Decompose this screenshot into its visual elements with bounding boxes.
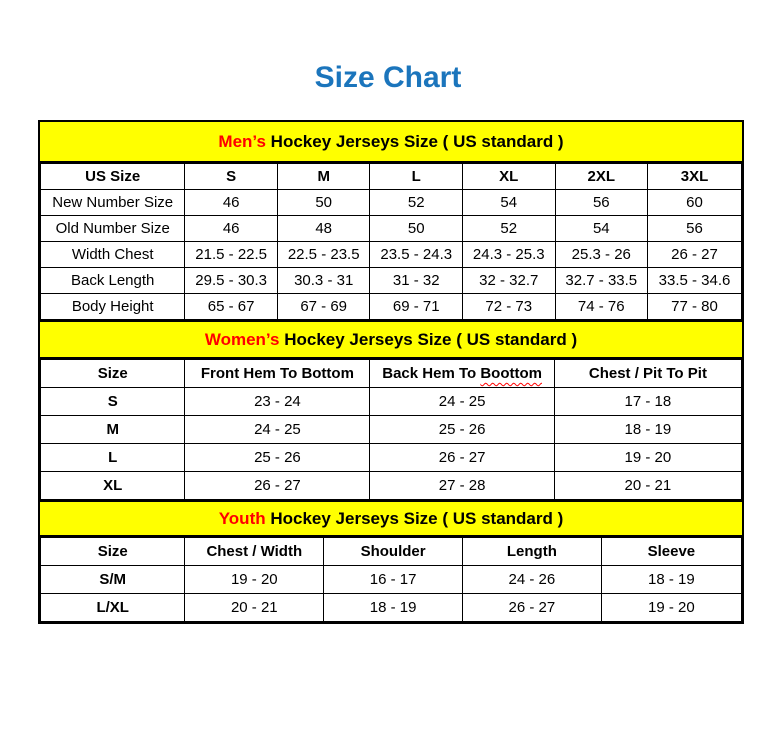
column-header: Length xyxy=(462,538,601,566)
womens-section-header xyxy=(40,320,742,359)
size-value-cell: 29.5 - 30.3 xyxy=(185,268,278,294)
youth-column-header-row xyxy=(41,538,742,566)
size-value-cell: 72 - 73 xyxy=(462,294,555,320)
size-value-cell: 31 - 32 xyxy=(370,268,463,294)
size-value-cell: 30.3 - 31 xyxy=(277,268,370,294)
column-header: Size xyxy=(41,360,185,388)
row-label: Width Chest xyxy=(41,242,185,268)
size-value-cell: 21.5 - 22.5 xyxy=(185,242,278,268)
size-value-cell: 23.5 - 24.3 xyxy=(370,242,463,268)
size-value-cell: 46 xyxy=(185,216,278,242)
size-value-cell: 32 - 32.7 xyxy=(462,268,555,294)
table-row xyxy=(41,190,742,216)
row-label: M xyxy=(41,416,185,444)
size-value-cell: 19 - 20 xyxy=(601,594,741,622)
mens-section-header xyxy=(40,122,742,163)
size-value-cell: 23 - 24 xyxy=(185,388,370,416)
size-value-cell: 19 - 20 xyxy=(185,566,324,594)
size-value-cell: 33.5 - 34.6 xyxy=(648,268,742,294)
column-header: 3XL xyxy=(648,164,742,190)
size-value-cell: 52 xyxy=(370,190,463,216)
column-header: US Size xyxy=(41,164,185,190)
table-row xyxy=(41,594,742,622)
size-value-cell: 17 - 18 xyxy=(554,388,741,416)
table-row xyxy=(41,566,742,594)
size-value-cell: 50 xyxy=(370,216,463,242)
size-value-cell: 32.7 - 33.5 xyxy=(555,268,648,294)
size-value-cell: 24 - 25 xyxy=(185,416,370,444)
column-header: Front Hem To Bottom xyxy=(185,360,370,388)
size-value-cell: 67 - 69 xyxy=(277,294,370,320)
size-value-cell: 26 - 27 xyxy=(462,594,601,622)
row-label: XL xyxy=(41,472,185,500)
size-value-cell: 54 xyxy=(462,190,555,216)
table-row xyxy=(41,416,742,444)
column-header: 2XL xyxy=(555,164,648,190)
column-header: Shoulder xyxy=(324,538,463,566)
size-value-cell: 25 - 26 xyxy=(185,444,370,472)
size-value-cell: 26 - 27 xyxy=(648,242,742,268)
size-value-cell: 16 - 17 xyxy=(324,566,463,594)
womens-header-text: Hockey Jerseys Size ( US standard ) xyxy=(279,330,578,349)
size-value-cell: 26 - 27 xyxy=(370,444,554,472)
size-value-cell: 52 xyxy=(462,216,555,242)
mens-highlight-label: Men’s xyxy=(218,132,266,151)
size-value-cell: 48 xyxy=(277,216,370,242)
column-header: Chest / Pit To Pit xyxy=(554,360,741,388)
womens-column-header-row xyxy=(41,360,742,388)
misspelled-word-spellcheck: Boottom xyxy=(480,365,542,382)
page-title: Size Chart xyxy=(314,61,462,94)
size-value-cell: 25 - 26 xyxy=(370,416,554,444)
column-header xyxy=(370,360,554,388)
size-value-cell: 60 xyxy=(648,190,742,216)
youth-highlight-label: Youth xyxy=(218,509,266,528)
size-value-cell: 56 xyxy=(648,216,742,242)
table-row xyxy=(41,388,742,416)
table-row xyxy=(41,294,742,320)
womens-highlight-label: Women’s xyxy=(204,330,280,349)
column-header: Chest / Width xyxy=(185,538,324,566)
table-row xyxy=(41,242,742,268)
size-value-cell: 24 - 25 xyxy=(370,388,554,416)
row-label: New Number Size xyxy=(41,190,185,216)
size-value-cell: 22.5 - 23.5 xyxy=(277,242,370,268)
row-label: S/M xyxy=(41,566,185,594)
column-header: Size xyxy=(41,538,185,566)
column-header: S xyxy=(185,164,278,190)
size-value-cell: 19 - 20 xyxy=(554,444,741,472)
mens-column-header-row xyxy=(41,164,742,190)
youth-header-text: Hockey Jerseys Size ( US standard ) xyxy=(265,509,564,528)
row-label: Body Height xyxy=(41,294,185,320)
column-header: XL xyxy=(462,164,555,190)
size-value-cell: 69 - 71 xyxy=(370,294,463,320)
column-header: Sleeve xyxy=(601,538,741,566)
size-value-cell: 27 - 28 xyxy=(370,472,554,500)
column-header: M xyxy=(277,164,370,190)
size-chart-tables xyxy=(38,120,744,624)
size-value-cell: 25.3 - 26 xyxy=(555,242,648,268)
row-label: Back Length xyxy=(41,268,185,294)
table-row xyxy=(41,216,742,242)
size-value-cell: 65 - 67 xyxy=(185,294,278,320)
mens-size-table xyxy=(40,163,742,320)
size-value-cell: 46 xyxy=(185,190,278,216)
size-value-cell: 18 - 19 xyxy=(601,566,741,594)
size-value-cell: 56 xyxy=(555,190,648,216)
row-label: L/XL xyxy=(41,594,185,622)
table-row xyxy=(41,472,742,500)
size-value-cell: 24 - 26 xyxy=(462,566,601,594)
table-row xyxy=(41,444,742,472)
size-value-cell: 26 - 27 xyxy=(185,472,370,500)
row-label: S xyxy=(41,388,185,416)
size-value-cell: 50 xyxy=(277,190,370,216)
size-value-cell: 20 - 21 xyxy=(185,594,324,622)
table-row xyxy=(41,268,742,294)
size-value-cell: 20 - 21 xyxy=(554,472,741,500)
row-label: Old Number Size xyxy=(41,216,185,242)
size-value-cell: 77 - 80 xyxy=(648,294,742,320)
mens-header-text: Hockey Jerseys Size ( US standard ) xyxy=(265,132,564,151)
size-value-cell: 54 xyxy=(555,216,648,242)
column-header: L xyxy=(370,164,463,190)
youth-size-table xyxy=(40,537,742,622)
size-value-cell: 24.3 - 25.3 xyxy=(462,242,555,268)
size-value-cell: 74 - 76 xyxy=(555,294,648,320)
column-header-text: Back Hem To xyxy=(382,365,481,382)
size-value-cell: 18 - 19 xyxy=(324,594,463,622)
row-label: L xyxy=(41,444,185,472)
youth-section-header xyxy=(40,500,742,537)
size-chart-page xyxy=(0,60,776,624)
size-value-cell: 18 - 19 xyxy=(554,416,741,444)
womens-size-table xyxy=(40,359,742,500)
